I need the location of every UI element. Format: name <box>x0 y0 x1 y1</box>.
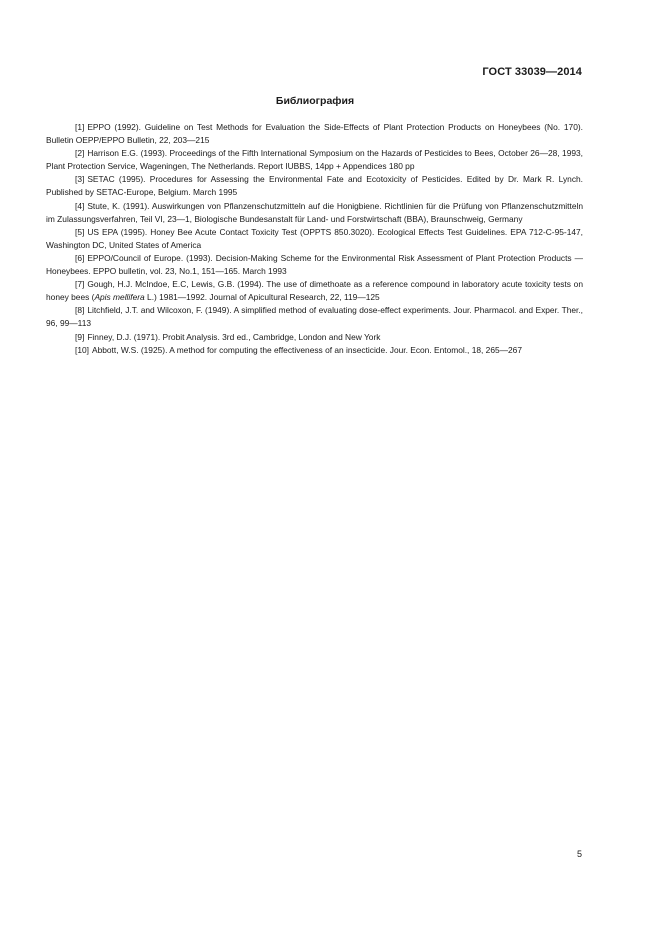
reference-text: SETAC (1995). Procedures for Assessing the Environmental Fate and Ecotoxicity of Pesticides. Edited by Dr. Mark R. Lynch. Published by SETAC-Europe, Belgium. March 1995 <box>46 174 583 198</box>
bibliography-list <box>46 121 583 357</box>
reference-number: [3] <box>75 174 85 185</box>
reference-text: Abbott, W.S. (1925). A method for computing the effectiveness of an insecticide. Jour. Econ. Entomol., 18, 265—267 <box>91 344 522 355</box>
section-title: Библиография <box>275 95 355 107</box>
reference-number: [4] <box>75 200 85 211</box>
reference-number: [7] <box>75 279 85 290</box>
reference-text: Harrison E.G. (1993). Proceedings of the Fifth International Symposium on the Hazards of Pesticides to Bees, October 26—28, 1993, Plant Protection Service, Wageningen, The Netherlands. Report IUBBS, 14pp + Appendices 180 pp <box>46 148 583 172</box>
reference-number: [9] <box>75 331 85 342</box>
reference-text: EPPO (1992). Guideline on Test Methods for Evaluation the Side-Effects of Plant Protection Products on Honeybees (No. 170). Bulletin OEPP/EPPO Bulletin, 22, 203—215 <box>46 122 583 146</box>
reference-item <box>46 173 583 199</box>
reference-item <box>46 304 583 330</box>
reference-item <box>46 278 583 304</box>
reference-number: [2] <box>75 148 85 159</box>
reference-number: [10] <box>75 344 89 355</box>
reference-number: [1] <box>75 122 85 132</box>
reference-text-tail: L.) 1981—1992. Journal of Apicultural Research, 22, 119—125 <box>144 292 380 303</box>
reference-text: Litchfield, J.T. and Wilcoxon, F. (1949). A simplified method of evaluating dose-effect experiments. Jour. Pharmacol. and Exper. Ther., 96, 99—113 <box>46 305 583 329</box>
page-number: 5 <box>576 849 582 859</box>
reference-number: [5] <box>75 226 85 237</box>
document-code: ГОСТ 33039—2014 <box>482 66 582 78</box>
reference-number: [6] <box>75 252 85 263</box>
reference-text: Finney, D.J. (1971). Probit Analysis. 3rd ed., Cambridge, London and New York <box>87 331 381 342</box>
reference-item <box>46 200 583 226</box>
reference-item <box>46 252 583 278</box>
reference-item <box>46 121 583 147</box>
reference-italic-text: Apis mellifera <box>94 292 145 303</box>
reference-item <box>46 147 583 173</box>
reference-number: [8] <box>75 305 85 316</box>
reference-text: Gough, H.J. McIndoe, E.C, Lewis, G.B. (1994). The use of dimethoate as a reference compound in laboratory acute toxicity tests on honey bees ( <box>46 279 583 303</box>
reference-text: Stute, K. (1991). Auswirkungen von Pflanzenschutzmitteln auf die Honigbiene. Richtlinien für die Prüfung von Pflanzenschutzmitteln im Zulassungsverfahren, Teil VI, 23—1, Biologische Bundesanstalt für Land- und Forstwirtschaft (BBA), Braunschweig, Germany <box>46 200 583 224</box>
reference-item <box>46 344 583 357</box>
reference-text: EPPO/Council of Europe. (1993). Decision-Making Scheme for the Environmental Risk Assessment of Plant Protection Products — Honeybees. EPPO bulletin, vol. 23, No.1, 151—165. March 1993 <box>46 252 583 277</box>
reference-item <box>46 226 583 252</box>
reference-item <box>46 331 583 344</box>
reference-text: US EPA (1995). Honey Bee Acute Contact Toxicity Test (OPPTS 850.3020). Ecological Effects Test Guidelines. EPA 712-C-95-147, Washington DC, United States of America <box>46 226 583 250</box>
